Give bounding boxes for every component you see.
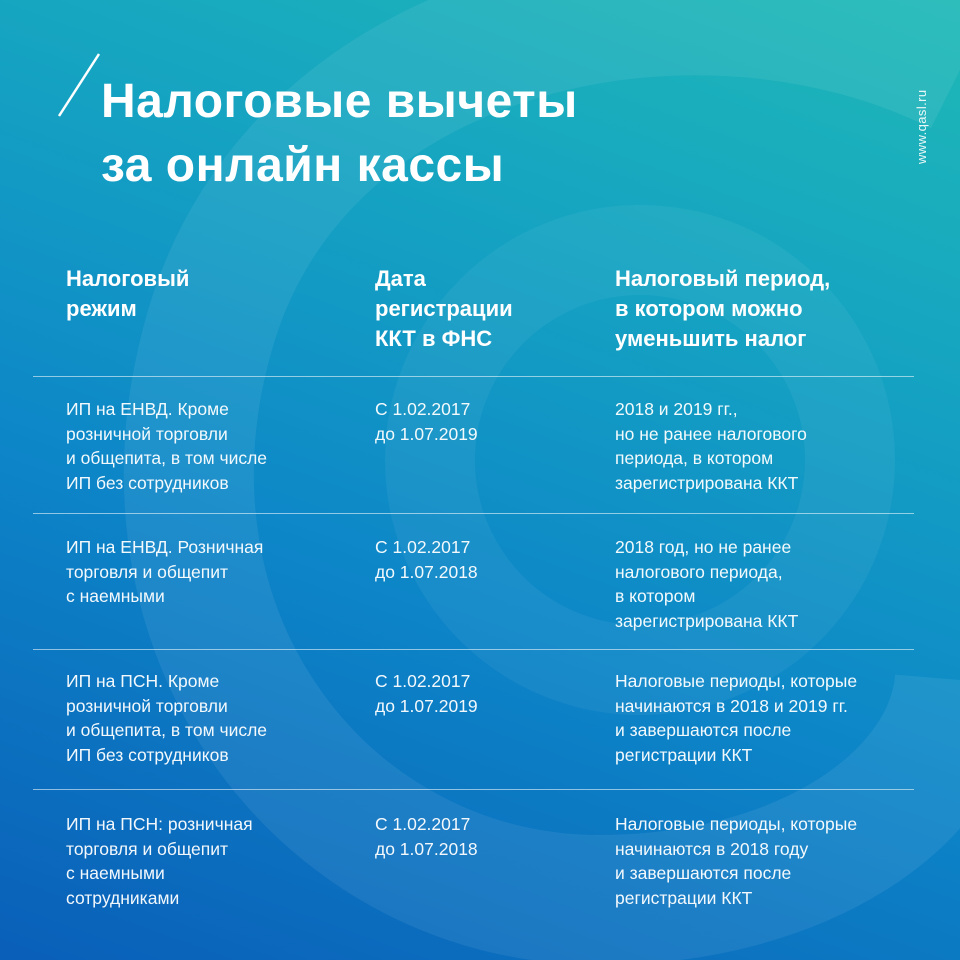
header-date: Дата регистрации ККТ в ФНС	[375, 266, 513, 351]
header-period: Налоговый период, в котором можно уменьшить налог	[615, 266, 831, 351]
table-divider	[33, 789, 914, 790]
cell-regime: ИП на ПСН. Кроме розничной торговли и общепита, в том числе ИП без сотрудников	[66, 671, 268, 765]
table-divider	[33, 513, 914, 514]
header-regime: Налоговый режим	[66, 266, 190, 321]
cell-date: С 1.02.2017 до 1.07.2018	[375, 814, 478, 859]
table-divider	[33, 649, 914, 650]
cell-period: 2018 год, но не ранее налогового периода, в котором зарегистрирована ККТ	[615, 537, 799, 631]
title-slash-decoration	[55, 52, 103, 118]
table-divider	[33, 376, 914, 377]
cell-period: Налоговые периоды, которые начинаются в 2018 и 2019 гг. и завершаются после регистрации ККТ	[615, 671, 858, 765]
website-label: www.qasl.ru	[914, 89, 929, 164]
page-title	[101, 70, 578, 198]
cell-period: Налоговые периоды, которые начинаются в 2018 году и завершаются после регистрации ККТ	[615, 814, 858, 908]
title-line-2: за онлайн кассы	[101, 139, 505, 192]
cell-regime: ИП на ПСН: розничная торговля и общепит с наемными сотрудниками	[66, 814, 253, 908]
cell-period: 2018 и 2019 гг., но не ранее налогового периода, в котором зарегистрирована ККТ	[615, 399, 807, 493]
cell-date: С 1.02.2017 до 1.07.2019	[375, 671, 478, 716]
cell-regime: ИП на ЕНВД. Розничная торговля и общепит с наемными	[66, 537, 264, 606]
cell-date: С 1.02.2017 до 1.07.2019	[375, 399, 478, 444]
cell-regime: ИП на ЕНВД. Кроме розничной торговли и общепита, в том числе ИП без сотрудников	[66, 399, 268, 493]
cell-date: С 1.02.2017 до 1.07.2018	[375, 537, 478, 582]
title-line-1: Налоговые вычеты	[101, 75, 578, 128]
